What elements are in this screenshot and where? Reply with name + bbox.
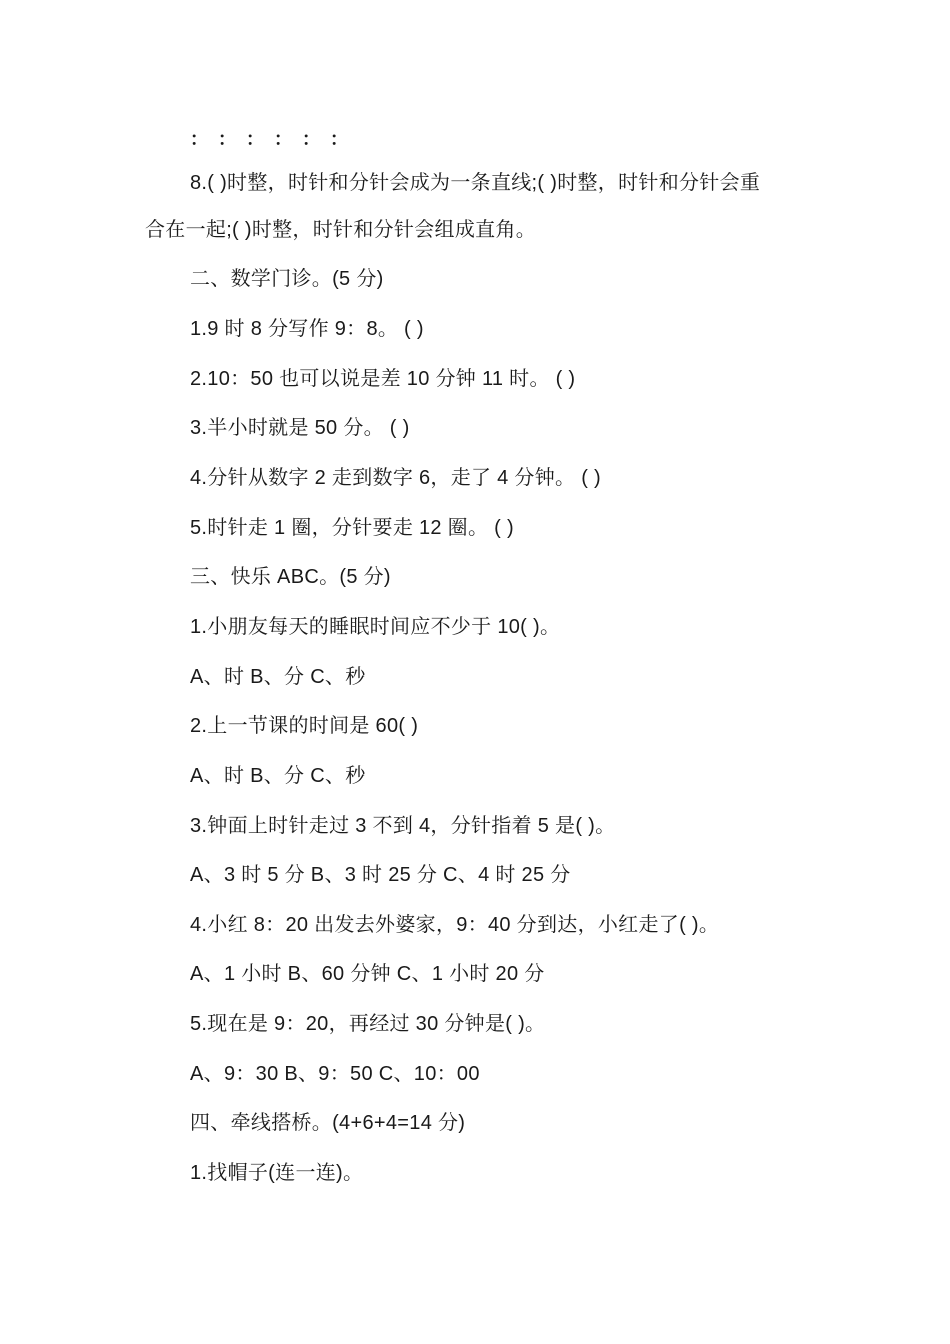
choice-options-1: A、时 B、分 C、秒	[190, 666, 366, 688]
matching-question-1: 1.找帽子(连一连)。	[190, 1162, 364, 1184]
choice-options-2: A、时 B、分 C、秒	[190, 765, 366, 787]
question-8-line-1: 8.( )时整，时针和分针会成为一条直线;( )时整，时针和分针会重	[190, 172, 761, 194]
choice-options-4: A、1 小时 B、60 分钟 C、1 小时 20 分	[190, 963, 545, 985]
judge-question-1: 1.9 时 8 分写作 9：8。 ( )	[190, 318, 424, 340]
colon-mark: ：	[246, 129, 264, 149]
judge-question-2: 2.10：50 也可以说是差 10 分钟 11 时。 ( )	[190, 368, 576, 390]
section-heading-4: 四、牵线搭桥。(4+6+4=14 分)	[190, 1112, 466, 1134]
question-8-line-2: 合在一起;( )时整，时针和分针会组成直角。	[145, 219, 537, 241]
colon-row	[190, 126, 358, 152]
colon-mark: ：	[190, 129, 208, 149]
judge-question-4: 4.分针从数字 2 走到数字 6，走了 4 分钟。 ( )	[190, 467, 601, 489]
judge-question-5: 5.时针走 1 圈，分针要走 12 圈。 ( )	[190, 517, 514, 539]
choice-question-1: 1.小朋友每天的睡眠时间应不少于 10( )。	[190, 616, 561, 638]
colon-mark: ：	[218, 129, 236, 149]
choice-options-5: A、9：30 B、9：50 C、10：00	[190, 1063, 480, 1085]
choice-question-3: 3.钟面上时针走过 3 不到 4，分针指着 5 是( )。	[190, 815, 616, 837]
judge-question-3: 3.半小时就是 50 分。 ( )	[190, 417, 410, 439]
choice-question-2: 2.上一节课的时间是 60( )	[190, 715, 419, 737]
section-heading-2: 二、数学门诊。(5 分)	[190, 268, 384, 290]
choice-question-5: 5.现在是 9：20，再经过 30 分钟是( )。	[190, 1013, 546, 1035]
choice-options-3: A、3 时 5 分 B、3 时 25 分 C、4 时 25 分	[190, 864, 571, 886]
choice-question-4: 4.小红 8：20 出发去外婆家，9：40 分到达，小红走了( )。	[190, 914, 720, 936]
colon-mark: ：	[302, 129, 320, 149]
section-heading-3: 三、快乐 ABC。(5 分)	[190, 566, 391, 588]
colon-mark: ：	[330, 129, 348, 149]
colon-mark: ：	[274, 129, 292, 149]
